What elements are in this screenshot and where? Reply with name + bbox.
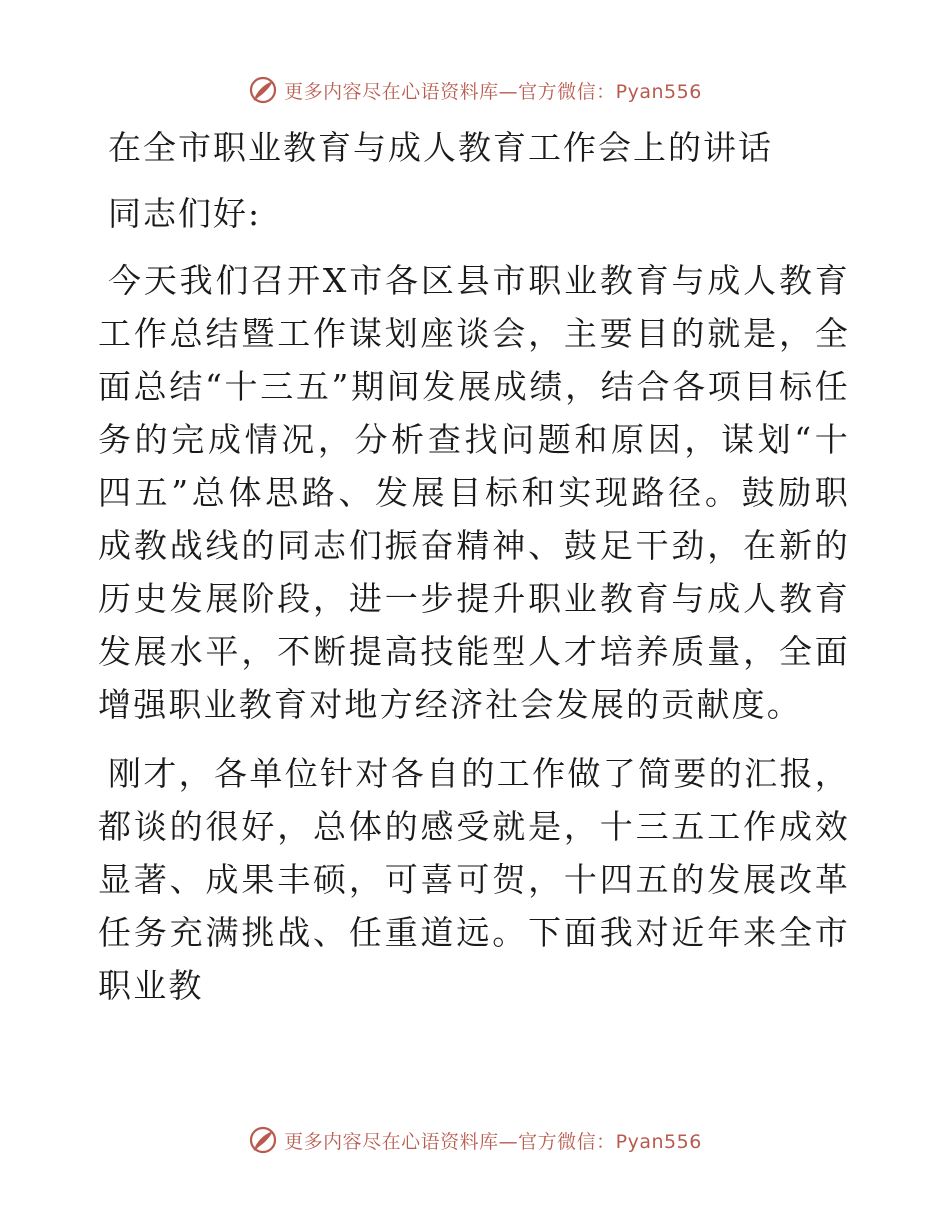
banner-text: 更多内容尽在心语资料库—官方微信：Pyan556: [284, 1130, 702, 1153]
quill-pen-logo-icon: [248, 1125, 278, 1155]
document-title: 在全市职业教育与成人教育工作会上的讲话: [108, 128, 773, 167]
quill-pen-logo-icon: [248, 75, 278, 105]
header-banner: [0, 70, 950, 110]
paragraph-1: 今天我们召开X市各区县市职业教育与成人教育工作总结暨工作谋划座谈会，主要目的就是，全面总结“十三五”期间发展成绩，结合各项目标任务的完成情况，分析查找问题和原因，谋划“十四五”总体思路、发展目标和实现路径。鼓励职成教战线的同志们振奋精神、鼓足干劲，在新的历史发展阶段，进一步提升职业教育与成人教育发展水平，不断提高技能型人才培养质量，全面增强职业教育对地方经济社会发展的贡献度。: [98, 261, 850, 724]
footer-banner: [0, 1120, 950, 1160]
paragraph-2: 刚才，各单位针对各自的工作做了简要的汇报，都谈的很好，总体的感受就是，十三五工作成效显著、成果丰硕，可喜可贺，十四五的发展改革任务充满挑战、任重道远。下面我对近年来全市职业教: [98, 754, 850, 1005]
document-body: [98, 124, 850, 1012]
greeting: 同志们好:: [108, 194, 262, 233]
banner-text: 更多内容尽在心语资料库—官方微信：Pyan556: [284, 80, 702, 103]
